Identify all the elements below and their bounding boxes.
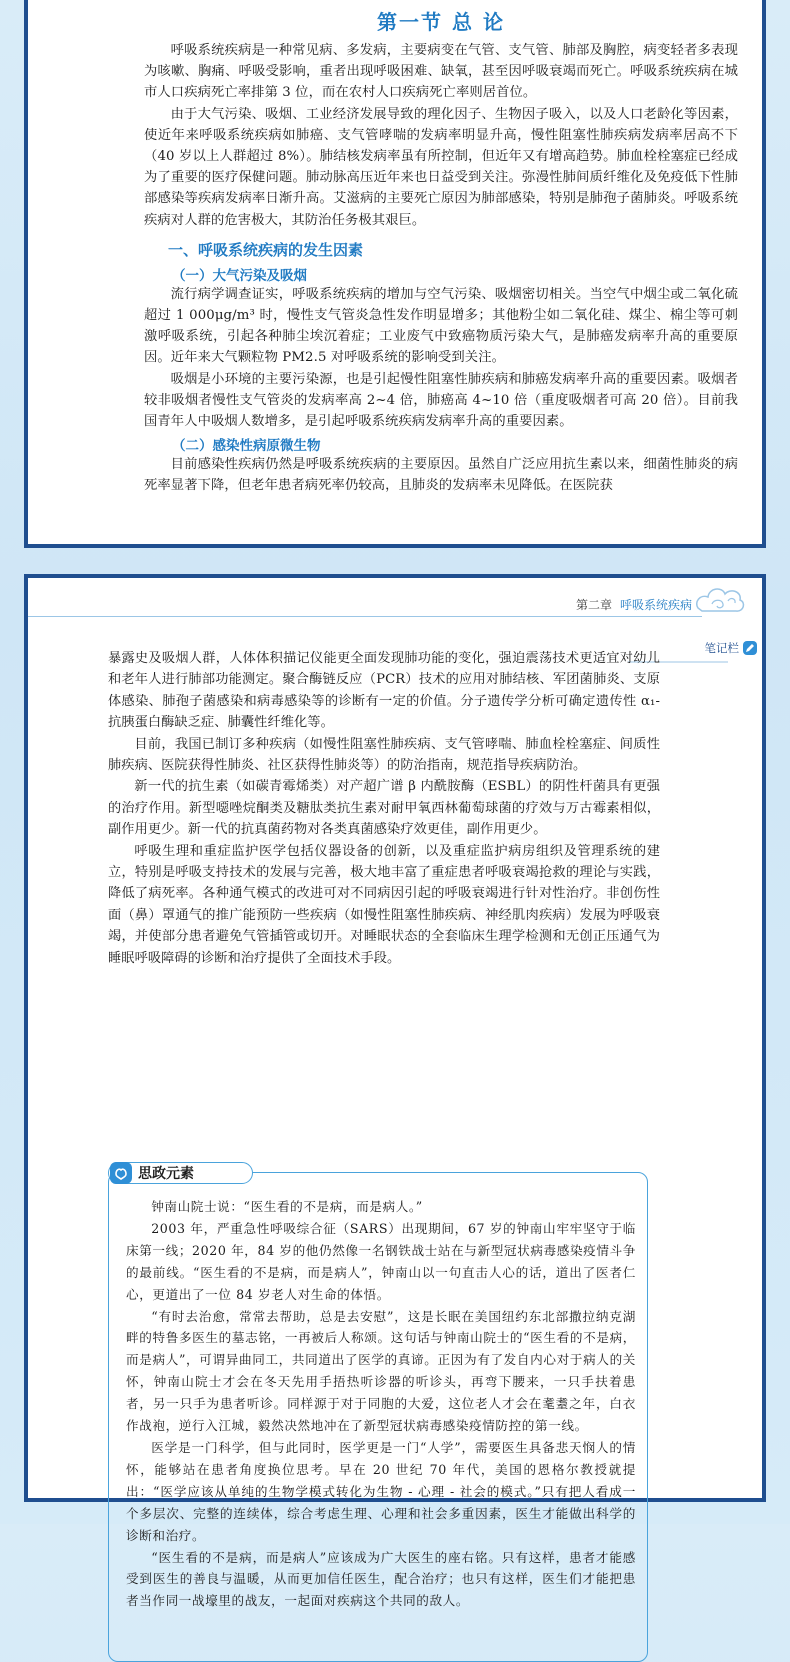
heading-pathogens: （二）感染性病原微生物 — [172, 438, 321, 455]
body-paragraph-3: 新一代的抗生素（如碳青霉烯类）对产超广谱 β 内酰胺酶（ESBL）的阴性杆菌具有更强的治疗作用。新型噁唑烷酮类及糖肽类抗生素对耐甲氧西林葡萄球菌的疗效与万古霉素相似，副作用更少。新一代的抗真菌药物对各类真菌感染疗效更佳，副作用更少。 — [108, 779, 660, 838]
heading-air-pollution: （一）大气污染及吸烟 — [172, 267, 307, 284]
sizheng-paragraph-4: 医学是一门科学，但与此同时，医学更是一门“人学”，需要医生具备悲天悯人的情怀，能够站在患者角度换位思考。早在 20 世纪 70 年代，美国的恩格尔教授就提出：“医学应该从单纯的生物学模式转化为生物 - 心理 - 社会的模式。”只有把人看成一个多层次、完整的连续体，综合考虑生理、心理和社会多重因素，医生才能做出科学的诊断和治疗。 — [126, 1439, 636, 1543]
sizheng-paragraph-2: 2003 年，严重急性呼吸综合征（SARS）出现期间，67 岁的钟南山牢牢坚守于临床第一线；2020 年，84 岁的他仍然像一名钢铁战士站在与新型冠状病毒感染疫情斗争的最前线。“医生看的不是病，而是病人”，钟南山以一句直击人心的话，道出了医者仁心，更道出了一位 84 岁老人对生命的体悟。 — [126, 1220, 636, 1302]
page-2 — [24, 574, 766, 1609]
page-1-content — [144, 0, 738, 497]
page-1 — [24, 0, 766, 548]
notes-pen-icon — [742, 640, 758, 656]
cloud-ornament-icon — [692, 582, 748, 618]
sizheng-icon — [110, 1162, 132, 1184]
intro-paragraph-1: 呼吸系统疾病是一种常见病、多发病，主要病变在气管、支气管、肺部及胸腔，病变轻者多表现为咳嗽、胸痛、呼吸受影响，重者出现呼吸困难、缺氧，甚至因呼吸衰竭而死亡。呼吸系统疾病在城市人口疾病死亡率排第 3 位，而在农村人口疾病死亡率则居首位。 — [144, 43, 738, 101]
section-title: 第一节 总 论 — [377, 10, 505, 34]
notes-tag — [705, 640, 759, 656]
chapter-name: 呼吸系统疾病 — [619, 597, 692, 612]
sizheng-paragraph-3: “有时去治愈，常常去帮助，总是去安慰”，这是长眠在美国纽约东北部撒拉纳克湖畔的特鲁多医生的墓志铭，一再被后人称颂。这句话与钟南山院士的“医生看的不是病，而是病人”，可谓异曲同工，共同道出了医学的真谛。正因为有了发自内心对于病人的关怀，钟南山院士才会在冬天先用手捂热听诊器的听诊头，再弯下腰来，一只手扶着患者，另一只手为患者听诊。同样源于对于同胞的大爱，这位老人才会在耄耋之年，白衣作战袍，逆行入江城，毅然决然地冲在了新型冠状病毒感染疫情防控的第一线。 — [126, 1308, 636, 1434]
sizheng-paragraph-5: “医生看的不是病，而是病人”应该成为广大医生的座右铭。只有这样，患者才能感受到医生的善良与温暖，从而更加信任医生，配合治疗；也只有这样，医生们才能把患者当作同一战壕里的战友，一起面对疾病这个共同的敌人。 — [126, 1549, 636, 1609]
body-paragraph-4: 呼吸生理和重症监护医学包括仪器设备的创新，以及重症监护病房组织及管理系统的建立，特别是呼吸支持技术的发展与完善，极大地丰富了重症患者呼吸衰竭抢救的理论与实践，降低了病死率。各种通气模式的改进可对不同病因引起的呼吸衰竭进行针对性治疗。非创伤性面（鼻）罩通气的推广能预防一些疾病（如慢性阻塞性肺疾病、神经肌肉疾病）发展为呼吸衰竭，并使部分患者避免气管插管或切开。对睡眠状态的全套临床生理学检测和无创正压通气为睡眠呼吸障碍的诊断和治疗提供了全面技术手段。 — [108, 843, 660, 966]
notes-label: 笔记栏 — [704, 641, 739, 655]
running-header — [576, 592, 692, 616]
body-paragraph-2: 目前，我国已制订多种疾病（如慢性阻塞性肺疾病、支气管哮喘、肺血栓栓塞症、间质性肺疾病、医院获得性肺炎、社区获得性肺炎等）的防治指南，规范指导疾病防治。 — [108, 736, 660, 774]
chapter-number: 第二章 — [575, 597, 612, 612]
body-paragraph-1: 暴露史及吸烟人群，人体体积描记仪能更全面发现肺功能的变化，强迫震荡技术更适宜对幼儿和老年人进行肺部功能测定。聚合酶链反应（PCR）技术的应用对肺结核、军团菌肺炎、支原体感染、肺孢子菌感染和病毒感染等的诊断有一定的价值。分子遗传学分析可确定遗传性 α₁- 抗胰蛋白酶缺乏症、肺囊性纤维化等。 — [108, 651, 660, 731]
sizheng-title — [110, 1161, 208, 1185]
sizheng-label: 思政元素 — [138, 1166, 194, 1182]
heading-occurrence-factors: 一、呼吸系统疾病的发生因素 — [168, 240, 364, 259]
sizheng-paragraph-1: 钟南山院士说：“医生看的不是病，而是病人。” — [151, 1199, 423, 1214]
intro-paragraph-2: 由于大气污染、吸烟、工业经济发展导致的理化因子、生物因子吸入，以及人口老龄化等因素，使近年来呼吸系统疾病如肺癌、支气管哮喘的发病率明显升高，慢性阻塞性肺疾病发病率居高不下（40 岁以上人群超过 8%）。肺结核发病率虽有所控制，但近年又有增高趋势。肺血栓栓塞症已经成为了重要的医疗保健问题。肺动脉高压近年来也日益受到关注。弥漫性肺间质纤维化及免疫低下性肺部感染等疾病发病率日渐升高。艾滋病的主要死亡原因为肺部感染，特别是肺孢子菌肺炎。呼吸系统疾病对人群的危害极大，其防治任务极其艰巨。 — [144, 106, 738, 228]
pollution-paragraph-2: 吸烟是小环境的主要污染源，也是引起慢性阻塞性肺疾病和肺癌发病率升高的重要因素。吸烟者较非吸烟者慢性支气管炎的发病率高 2~4 倍，肺癌高 4~10 倍（重度吸烟者可高 20 倍）。目前我国青年人中吸烟人数增多，是引起呼吸系统疾病发病率升高的重要因素。 — [144, 371, 738, 430]
header-rule — [28, 616, 702, 617]
page-2-content — [108, 648, 660, 969]
sizheng-content — [126, 1196, 636, 1612]
infection-paragraph: 目前感染性疾病仍然是呼吸系统疾病的主要原因。虽然自广泛应用抗生素以来，细菌性肺炎的病死率显著下降，但老年患者病死率仍较高，且肺炎的发病率未见降低。在医院获 — [144, 457, 738, 494]
pollution-paragraph-1: 流行病学调查证实，呼吸系统疾病的增加与空气污染、吸烟密切相关。当空气中烟尘或二氧化硫超过 1 000μg/m³ 时，慢性支气管炎急性发作明显增多；其他粉尘如二氧化硅、煤尘、棉尘等可刺激呼吸系统，引起各种肺尘埃沉着症；工业废气中致癌物质污染大气，是肺癌发病率升高的重要原因。近年来大气颗粒物 PM2.5 对呼吸系统的影响受到关注。 — [144, 286, 738, 366]
